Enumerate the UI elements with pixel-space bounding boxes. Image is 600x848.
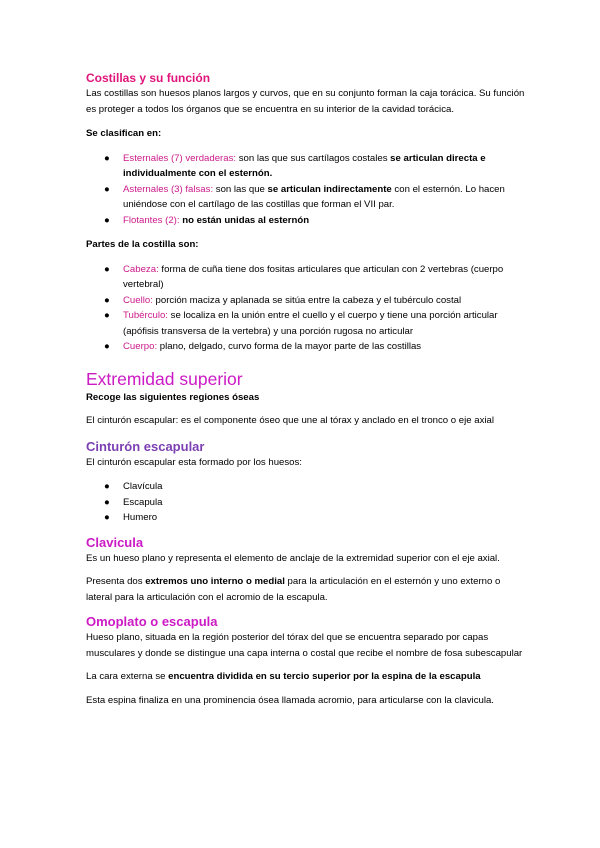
extremidad-intro: El cinturón escapular: es el componente óseo que une al tórax y anclado en el tronco o eje axial: [86, 415, 494, 426]
clavicula-p1: Es un hueso plano y representa el elemento de anclaje de la extremidad superior con el eje axial.: [86, 552, 500, 564]
list-item: ● Esternales (7) verdaderas: son las que sus cartílagos costales se articulan directa e individualmente con el esternón.: [104, 152, 486, 179]
bullet-icon: ●: [104, 341, 110, 352]
bullet-icon: ●: [104, 263, 110, 275]
list-item: ● Flotantes (2): no están unidas al esternón: [86, 213, 526, 229]
bones-list: [86, 479, 526, 526]
clasifican-label: Se clasifican en:: [86, 128, 162, 139]
list-item: ● Cabeza: forma de cuña tiene dos fositas articulares que articulan con 2 vertebras (cuerpo vertebral): [104, 263, 504, 290]
bullet-icon: ●: [104, 512, 110, 523]
section-title-extremidad: Extremidad superior: [86, 368, 243, 389]
omoplato-p2: La cara externa se encuentra dividida en su tercio superior por la espina de la escapula: [86, 671, 481, 682]
list-item: ● Cuerpo: plano, delgado, curvo forma de la mayor parte de las costillas: [86, 339, 526, 355]
list-item: ● Humero: [86, 510, 526, 526]
list-item: ● Tubérculo: se localiza en la unión entre el cuello y el cuerpo y tiene una porción articular (apófisis transversa de la vertebra) y una porción rugosa no articular: [104, 310, 498, 337]
bullet-icon: ●: [104, 496, 110, 508]
costillas-intro: Las costillas son huesos planos largos y curvos, que en su conjunto forman la caja torácica. Su función es proteger a todos los órganos que se encuentra en su interior de la cavidad torácica.: [86, 88, 525, 115]
list-item: ● Cuello: porción maciza y aplanada se sitúa entre la cabeza y el tubérculo costal: [86, 293, 526, 309]
bullet-icon: ●: [104, 214, 110, 226]
bullet-icon: ●: [104, 310, 110, 321]
costillas-parts-list: [86, 262, 526, 355]
section-title-cinturon: Cinturón escapular: [86, 438, 205, 454]
omoplato-p3: Esta espina finaliza en una prominencia ósea llamada acromio, para articularse con la clavicula.: [86, 694, 494, 706]
partes-label: Partes de la costilla son:: [86, 239, 199, 250]
list-item: ● Asternales (3) falsas: son las que se articulan indirectamente con el esternón. Lo hacen uniéndose con el cartílago de las costillas que forman el VII par.: [104, 183, 505, 210]
cinturon-intro: El cinturón escapular esta formado por los huesos:: [86, 456, 302, 468]
omoplato-p1: Hueso plano, situada en la región posterior del tórax del que se encuentra separado por capas musculares y donde se distingue una capa interna o costal que recibe el nombre de fosa subescapular: [86, 632, 523, 659]
document-page: [86, 70, 526, 708]
extremidad-subtitle: Recoge las siguientes regiones óseas: [86, 391, 260, 403]
clavicula-p2: Presenta dos extremos uno interno o medial para la articulación en el esternón y uno externo o lateral para la articulación con el acromio de la escapula.: [86, 576, 501, 603]
section-title-clavicula: Clavicula: [86, 534, 144, 550]
bullet-icon: ●: [104, 481, 110, 492]
section-title-omoplato: Omoplato o escapula: [86, 614, 218, 629]
costillas-types-list: [86, 151, 526, 229]
list-item: ● Clavícula: [86, 479, 526, 495]
bullet-icon: ●: [104, 183, 110, 195]
section-title-costillas: Costillas y su función: [86, 71, 211, 85]
bullet-icon: ●: [104, 294, 110, 306]
bullet-icon: ●: [104, 152, 110, 164]
list-item: ● Escapula: [86, 495, 526, 511]
